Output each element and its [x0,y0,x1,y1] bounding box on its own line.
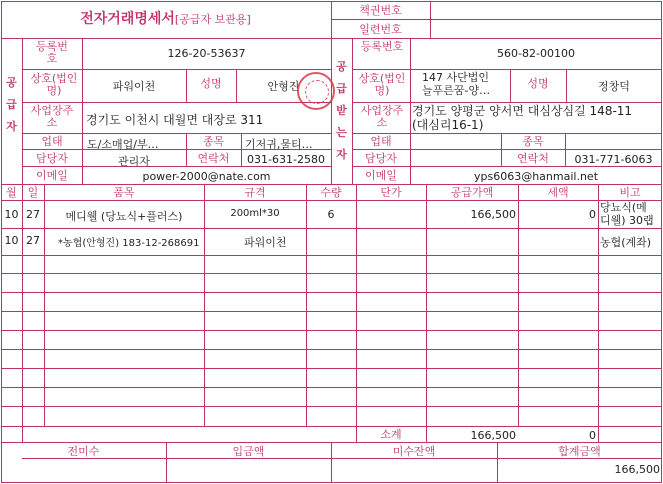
paid-amount-label: 입금액 [232,445,265,458]
row-month: 10 [4,208,19,221]
supplier-phone-label: 연락처 [197,152,230,165]
receiver-company-line1: 147 사단법인 [422,71,489,84]
supplier-reg-no-label: 등록번호 [36,40,68,65]
receiver-address-line2: (대심리16-1) [412,118,484,132]
receiver-address-line1: 경기도 양평군 양서면 대심상심길 148-11 [412,104,633,118]
supplier-manager-label: 담당자 [36,152,68,165]
row-item: *농협(안형진) 183-12-268691 [58,238,200,249]
side-char: 자 [6,120,17,133]
row-supply: 166,500 [470,208,516,221]
receiver-side-label [331,56,352,166]
book-no-label: 책권번호 [359,4,402,17]
row-spec: 200ml*30 [230,208,280,219]
company-seal [297,72,335,110]
receiver-reg-no-label: 등록번호 [360,40,404,53]
receiver-reg-no: 560-82-00100 [497,47,575,60]
supplier-reg-no: 126-20-53637 [167,47,246,60]
receiver-phone-label: 연락처 [517,152,549,165]
subtotal-tax: 0 [589,429,596,442]
row-note [600,201,662,227]
row-qty: 6 [327,208,335,221]
row-note-line2: 디웰) 30랩 [600,214,654,227]
side-char: 받 [336,104,347,117]
supplier-name: 안형진 [267,80,300,93]
side-char: 는 [336,126,347,139]
receiver-phone: 031-771-6063 [574,153,653,166]
receiver-name-label: 성명 [527,77,549,90]
subtotal-supply: 166,500 [470,429,516,442]
receiver-business-type-label: 업태 [370,135,392,148]
row-item: 메디웰 (당뇨식+플러스) [65,210,183,223]
side-char: 급 [336,82,347,95]
serial-no-label: 일련번호 [359,23,402,36]
total-amount-value: 166,500 [614,463,660,476]
row-tax: 0 [589,208,596,221]
supplier-company-label: 상호(법인명) [30,72,78,97]
supplier-company: 파워이천 [112,80,156,93]
receiver-company-line2: 늘푸른꿈-양… [422,84,491,97]
document-title [0,8,331,28]
row-month: 10 [4,234,19,247]
side-char: 공 [336,60,347,73]
supplier-manager: 관리자 [118,155,150,168]
side-char: 자 [336,148,347,161]
receiver-item-label: 종목 [522,135,544,148]
row-day: 27 [26,208,40,221]
side-char: 급 [6,98,17,111]
receiver-address [412,104,662,132]
supplier-name-label: 성명 [200,77,222,90]
row-note: 농협(계좌) [600,236,652,249]
supplier-email-label: 이메일 [36,169,68,182]
receiver-name: 정창덕 [598,80,630,93]
col-spec: 규격 [244,186,266,199]
receiver-email: yps6063@hanmail.net [473,170,599,183]
supplier-business-type-label: 업태 [41,135,63,148]
total-amount-label: 합계금액 [558,445,601,458]
supplier-email: power-2000@nate.com [142,170,271,183]
receiver-address-label: 사업장주소 [360,104,404,129]
receiver-company [422,71,510,97]
title-subtitle: [공급자 보관용] [174,13,251,26]
col-qty: 수량 [320,186,342,199]
supplier-item: 기저귀,물티… [245,138,313,151]
col-supply-amount: 공급가액 [450,186,494,199]
receiver-manager-label: 담당자 [365,152,397,165]
supplier-side-label [1,72,22,138]
supplier-business-type: 도/소매업/부… [87,138,159,151]
col-item: 품목 [113,186,135,199]
col-month: 월 [6,186,17,199]
supplier-address: 경기도 이천시 대월면 대장로 311 [86,113,264,127]
supplier-phone: 031-631-2580 [247,153,325,166]
row-day: 27 [26,234,40,247]
receiver-company-label: 상호(법인명) [358,72,406,97]
col-note: 비고 [619,186,641,199]
side-char: 공 [6,76,17,89]
col-tax: 세액 [547,186,569,199]
supplier-item-label: 종목 [202,135,225,148]
col-unit-price: 단가 [380,186,402,199]
receiver-email-label: 이메일 [365,169,397,182]
supplier-address-label: 사업장주소 [30,104,74,129]
subtotal-label: 소계 [380,428,402,441]
unpaid-balance-label: 미수잔액 [392,445,436,458]
title-text: 전자거래명세서 [80,11,175,27]
prev-balance-label: 전미수 [67,445,100,458]
col-day: 일 [27,186,39,199]
row-spec: 파워이천 [244,236,287,249]
row-note-line1: 당뇨식(메 [600,201,647,214]
